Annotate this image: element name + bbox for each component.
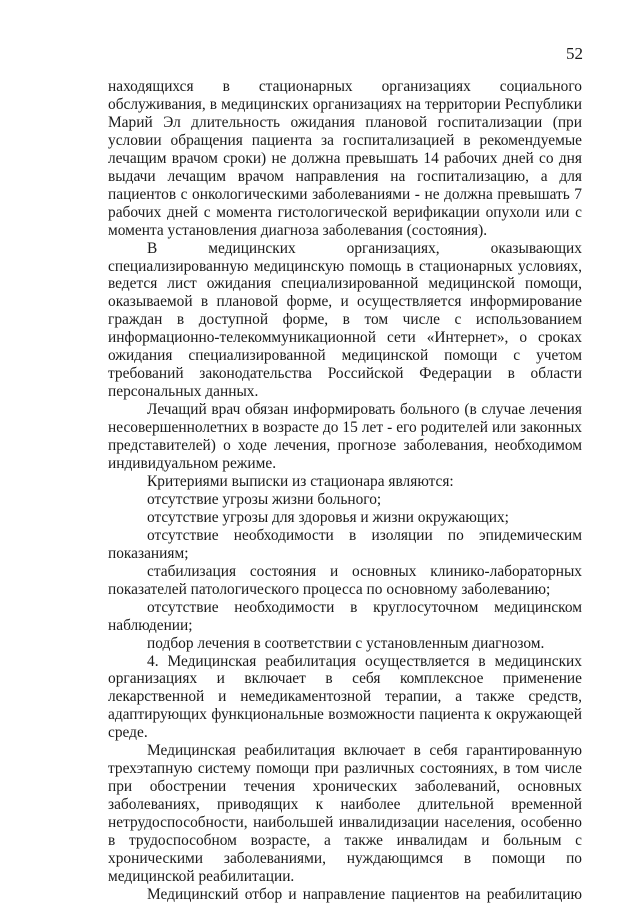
paragraph-rehabilitation-selection: Медицинский отбор и направление пациентов на реабилитацию: [147, 885, 582, 903]
criterion-no-round-the-clock-observation: отсутствие необходимости в круглосуточном медицинском наблюдении;: [108, 598, 582, 634]
paragraph-rehabilitation-system: Медицинская реабилитация включает в себя гарантированную трехэтапную систему помощи при различных состояниях, в том числе при обострении течения хронических заболеваний, основных заболеваниях, приводящих к наиболее длительной временной нетрудоспособности, наибольшей инвалидизации населения, особенно в трудоспособном возрасте, а также инвалидам и больным с хроническими заболеваниями, нуждающимся в помощи по медицинской реабилитации.: [108, 742, 582, 885]
criterion-stabilization: стабилизация состояния и основных клинико-лабораторных показателей патологического процесса по основному заболеванию;: [108, 562, 582, 598]
page-number: 52: [566, 44, 583, 63]
criterion-no-life-threat: отсутствие угрозы жизни больного;: [147, 490, 382, 508]
criterion-no-threat-to-others: отсутствие угрозы для здоровья и жизни окружающих;: [147, 508, 509, 526]
document-body: [108, 78, 582, 904]
criterion-treatment-selected: подбор лечения в соответствии с установленным диагнозом.: [147, 634, 545, 652]
paragraph-doctor-informs: Лечащий врач обязан информировать больного (в случае лечения несовершеннолетних в возрасте до 15 лет - его родителей или законных представителей) о ходе лечения, прогнозе заболевания, необходимом индивидуальном режиме.: [108, 401, 582, 473]
paragraph-hospitalization-wait: находящихся в стационарных организациях социального обслуживания, в медицинских организациях на территории Республики Марий Эл длительность ожидания плановой госпитализации (при условии обращения пациента за госпитализацией в рекомендуемые лечащим врачом сроки) не должна превышать 14 рабочих дней со дня выдачи лечащим врачом направления на госпитализацию, а для пациентов с онкологическими заболеваниями - не должна превышать 7 рабочих дней с момента гистологической верификации опухоли или с момента установления диагноза заболевания (состояния).: [108, 78, 582, 239]
paragraph-medical-rehabilitation: 4. Медицинская реабилитация осуществляется в медицинских организациях и включает в себя комплексное применение лекарственной и немедикаментозной терапии, а также средств, адаптирующих функциональные возможности пациента к окружающей среде.: [108, 652, 582, 742]
criterion-no-isolation-needed: отсутствие необходимости в изоляции по эпидемическим показаниям;: [108, 526, 582, 562]
paragraph-waiting-list: В медицинских организациях, оказывающих специализированную медицинскую помощь в стационарных условиях, ведется лист ожидания специализированной медицинской помощи, оказываемой в плановой форме, и осуществляется информирование граждан в доступной форме, в том числе с использованием информационно-телекоммуникационной сети «Интернет», о сроках ожидания специализированной медицинской помощи с учетом требований законодательства Российской Федерации в области персональных данных.: [108, 239, 582, 401]
paragraph-discharge-criteria-heading: Критериями выписки из стационара являются:: [147, 472, 454, 490]
